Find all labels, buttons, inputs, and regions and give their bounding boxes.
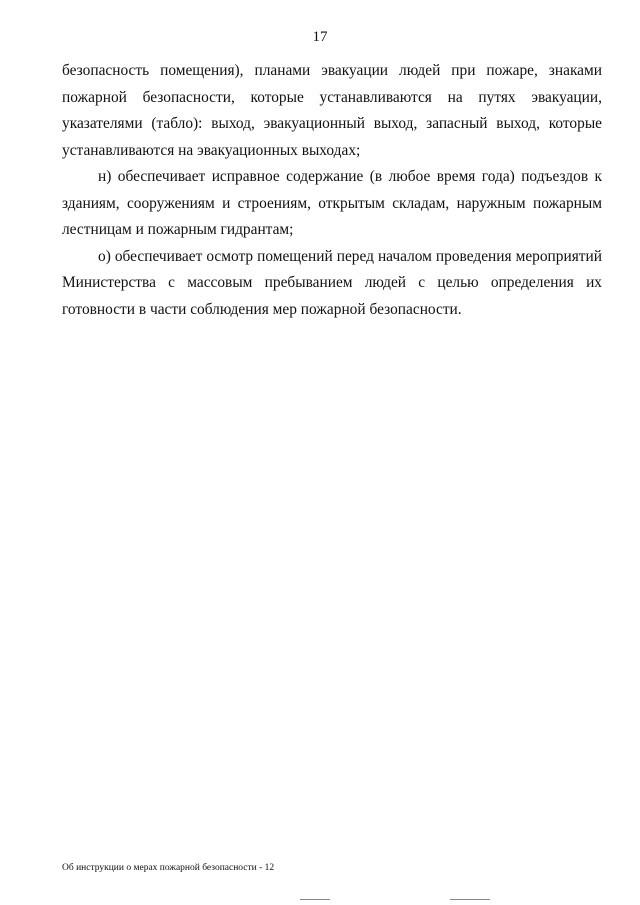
scan-artifact-line (300, 899, 330, 900)
paragraph-item-o: о) обеспечивает осмотр помещений перед началом проведения мероприятий Министерства с массовым пребыванием людей с целью определения их готовности в части соблюдения мер пожарной безопасности. (62, 247, 602, 318)
document-footer: Об инструкции о мерах пожарной безопасности - 12 (62, 863, 275, 873)
scan-artifact-line (450, 899, 490, 900)
paragraph-continuation: безопасность помещения), планами эвакуации людей при пожаре, знаками пожарной безопасности, которые устанавливаются на путях эвакуации, указателями (табло): выход, эвакуационный выход, запасный выход, которые устанавливаются на эвакуационных выходах; (62, 62, 602, 159)
document-body (62, 58, 602, 323)
page-number: 17 (312, 29, 328, 45)
paragraph-item-n: н) обеспечивает исправное содержание (в любое время года) подъездов к зданиям, сооружениям и строениям, открытым складам, наружным пожарным лестницам и пожарным гидрантам; (62, 168, 602, 238)
